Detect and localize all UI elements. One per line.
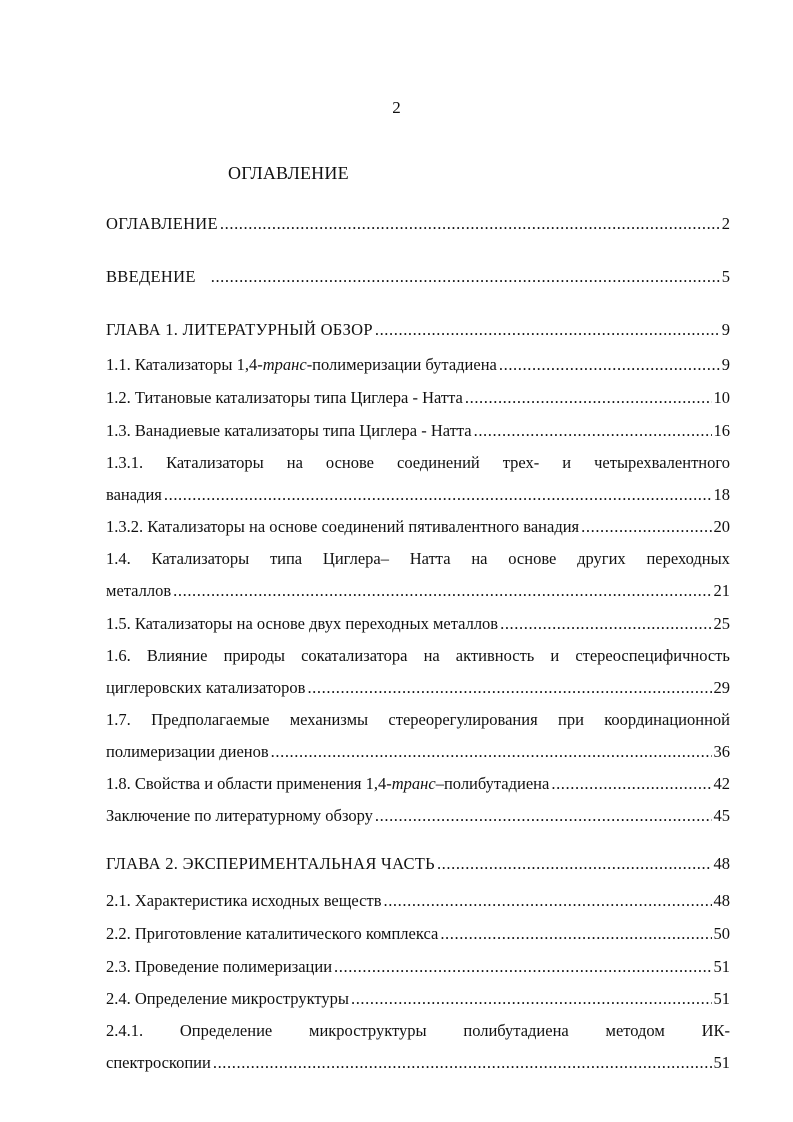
entry-page: 51	[713, 989, 730, 1008]
toc-entry-1-5[interactable]	[106, 614, 730, 634]
entry-page: 18	[713, 485, 730, 504]
entry-title-line-1: 1.7. Предполагаемые механизмы стереорегулирования при координационной	[106, 710, 730, 729]
toc-entry-1-4[interactable]	[106, 549, 730, 601]
entry-title-line-1: 1.6. Влияние природы сокатализатора на активность и стереоспецифичность	[106, 646, 730, 665]
dot-leader	[375, 806, 712, 826]
entry-title: 1.2. Титановые катализаторы типа Циглера - Натта	[106, 388, 463, 407]
toc-entry-1-3-2[interactable]	[106, 517, 730, 537]
toc-entry-1-8[interactable]	[106, 774, 730, 794]
entry-title: 1.3.2. Катализаторы на основе соединений пятивалентного ванадия	[106, 517, 580, 536]
entry-title-line-1: 1.3.1. Катализаторы на основе соединений трех- и четырехвалентного	[106, 453, 730, 472]
dot-leader	[500, 614, 711, 634]
dot-leader	[551, 774, 711, 794]
toc-entry-chapter-2[interactable]	[106, 854, 730, 874]
document-title: ОГЛАВЛЕНИЕ	[228, 163, 349, 183]
entry-title: ГЛАВА 2. ЭКСПЕРИМЕНТАЛЬНАЯ ЧАСТЬ	[106, 854, 435, 873]
dot-leader	[465, 388, 712, 408]
entry-page: 29	[713, 678, 730, 697]
toc-entry-1-3[interactable]	[106, 421, 730, 441]
entry-title-line-2: полимеризации диенов	[106, 742, 269, 761]
entry-title: 2.3. Проведение полимеризации	[106, 957, 333, 976]
entry-title-line-2: циглеровских катализаторов	[106, 678, 306, 697]
dot-leader	[334, 957, 711, 977]
page-number: 2	[392, 98, 401, 117]
entry-title: 1.3. Ванадиевые катализаторы типа Циглера - Натта	[106, 421, 472, 440]
dot-leader	[271, 742, 712, 762]
entry-page: 42	[713, 774, 730, 793]
entry-page: 25	[713, 614, 730, 633]
toc-entry-introduction[interactable]	[106, 267, 730, 287]
toc-entry-2-2[interactable]	[106, 924, 730, 944]
entry-page: 45	[713, 806, 730, 825]
entry-title-line-2: ванадия	[106, 485, 162, 504]
toc-entry-2-4-1[interactable]	[106, 1021, 730, 1073]
dot-leader	[499, 355, 720, 375]
toc-entry-contents[interactable]	[106, 214, 730, 234]
dot-leader	[173, 581, 711, 601]
entry-page: 48	[713, 854, 730, 873]
entry-title-line-2: спектроскопии	[106, 1053, 211, 1072]
entry-page: 50	[713, 924, 730, 943]
dot-leader	[474, 421, 712, 441]
entry-page: 51	[713, 1053, 730, 1072]
entry-title-line-1: 1.4. Катализаторы типа Циглера– Натта на основе других переходных	[106, 549, 730, 568]
entry-page: 10	[713, 388, 730, 407]
toc-entry-1-7[interactable]	[106, 710, 730, 762]
entry-page: 16	[713, 421, 730, 440]
entry-title: 2.1. Характеристика исходных веществ	[106, 891, 382, 910]
toc-entry-2-4[interactable]	[106, 989, 730, 1009]
dot-leader	[440, 924, 711, 944]
entry-page: 36	[713, 742, 730, 761]
entry-title: 1.1. Катализаторы 1,4-транс-полимеризации бутадиена	[106, 355, 497, 374]
dot-leader	[351, 989, 712, 1009]
entry-title: ГЛАВА 1. ЛИТЕРАТУРНЫЙ ОБЗОР	[106, 320, 373, 339]
entry-page: 9	[721, 320, 730, 339]
toc-entry-1-2[interactable]	[106, 388, 730, 408]
dot-leader	[437, 854, 712, 874]
entry-title-line-2: металлов	[106, 581, 172, 600]
toc-entry-1-6[interactable]	[106, 646, 730, 698]
entry-title-line-1: 2.4.1. Определение микроструктуры полибутадиена методом ИК-	[106, 1021, 730, 1040]
entry-title: 2.2. Приготовление каталитического комплекса	[106, 924, 439, 943]
entry-page: 5	[721, 267, 730, 286]
dot-leader	[375, 320, 720, 340]
entry-title: 1.8. Свойства и области применения 1,4-транс–полибутадиена	[106, 774, 550, 793]
entry-title: Заключение по литературному обзору	[106, 806, 373, 825]
entry-page: 48	[713, 891, 730, 910]
toc-entry-1-3-1[interactable]	[106, 453, 730, 505]
dot-leader	[164, 485, 712, 505]
dot-leader	[581, 517, 711, 537]
toc-entry-2-3[interactable]	[106, 957, 730, 977]
dot-leader	[211, 267, 720, 287]
toc-entry-chapter-1[interactable]	[106, 320, 730, 340]
entry-page: 20	[713, 517, 730, 536]
toc-entry-2-1[interactable]	[106, 891, 730, 911]
entry-page: 51	[713, 957, 730, 976]
dot-leader	[220, 214, 720, 234]
entry-page: 9	[721, 355, 730, 374]
entry-page: 2	[721, 214, 730, 233]
dot-leader	[307, 678, 711, 698]
entry-page: 21	[713, 581, 730, 600]
dot-leader	[383, 891, 711, 911]
entry-title: ВВЕДЕНИЕ	[106, 267, 196, 286]
dot-leader	[213, 1053, 712, 1073]
toc-entry-conclusion[interactable]	[106, 806, 730, 826]
entry-title: ОГЛАВЛЕНИЕ	[106, 214, 218, 233]
entry-title: 2.4. Определение микроструктуры	[106, 989, 349, 1008]
entry-title: 1.5. Катализаторы на основе двух переходных металлов	[106, 614, 499, 633]
toc-entry-1-1[interactable]	[106, 355, 730, 375]
